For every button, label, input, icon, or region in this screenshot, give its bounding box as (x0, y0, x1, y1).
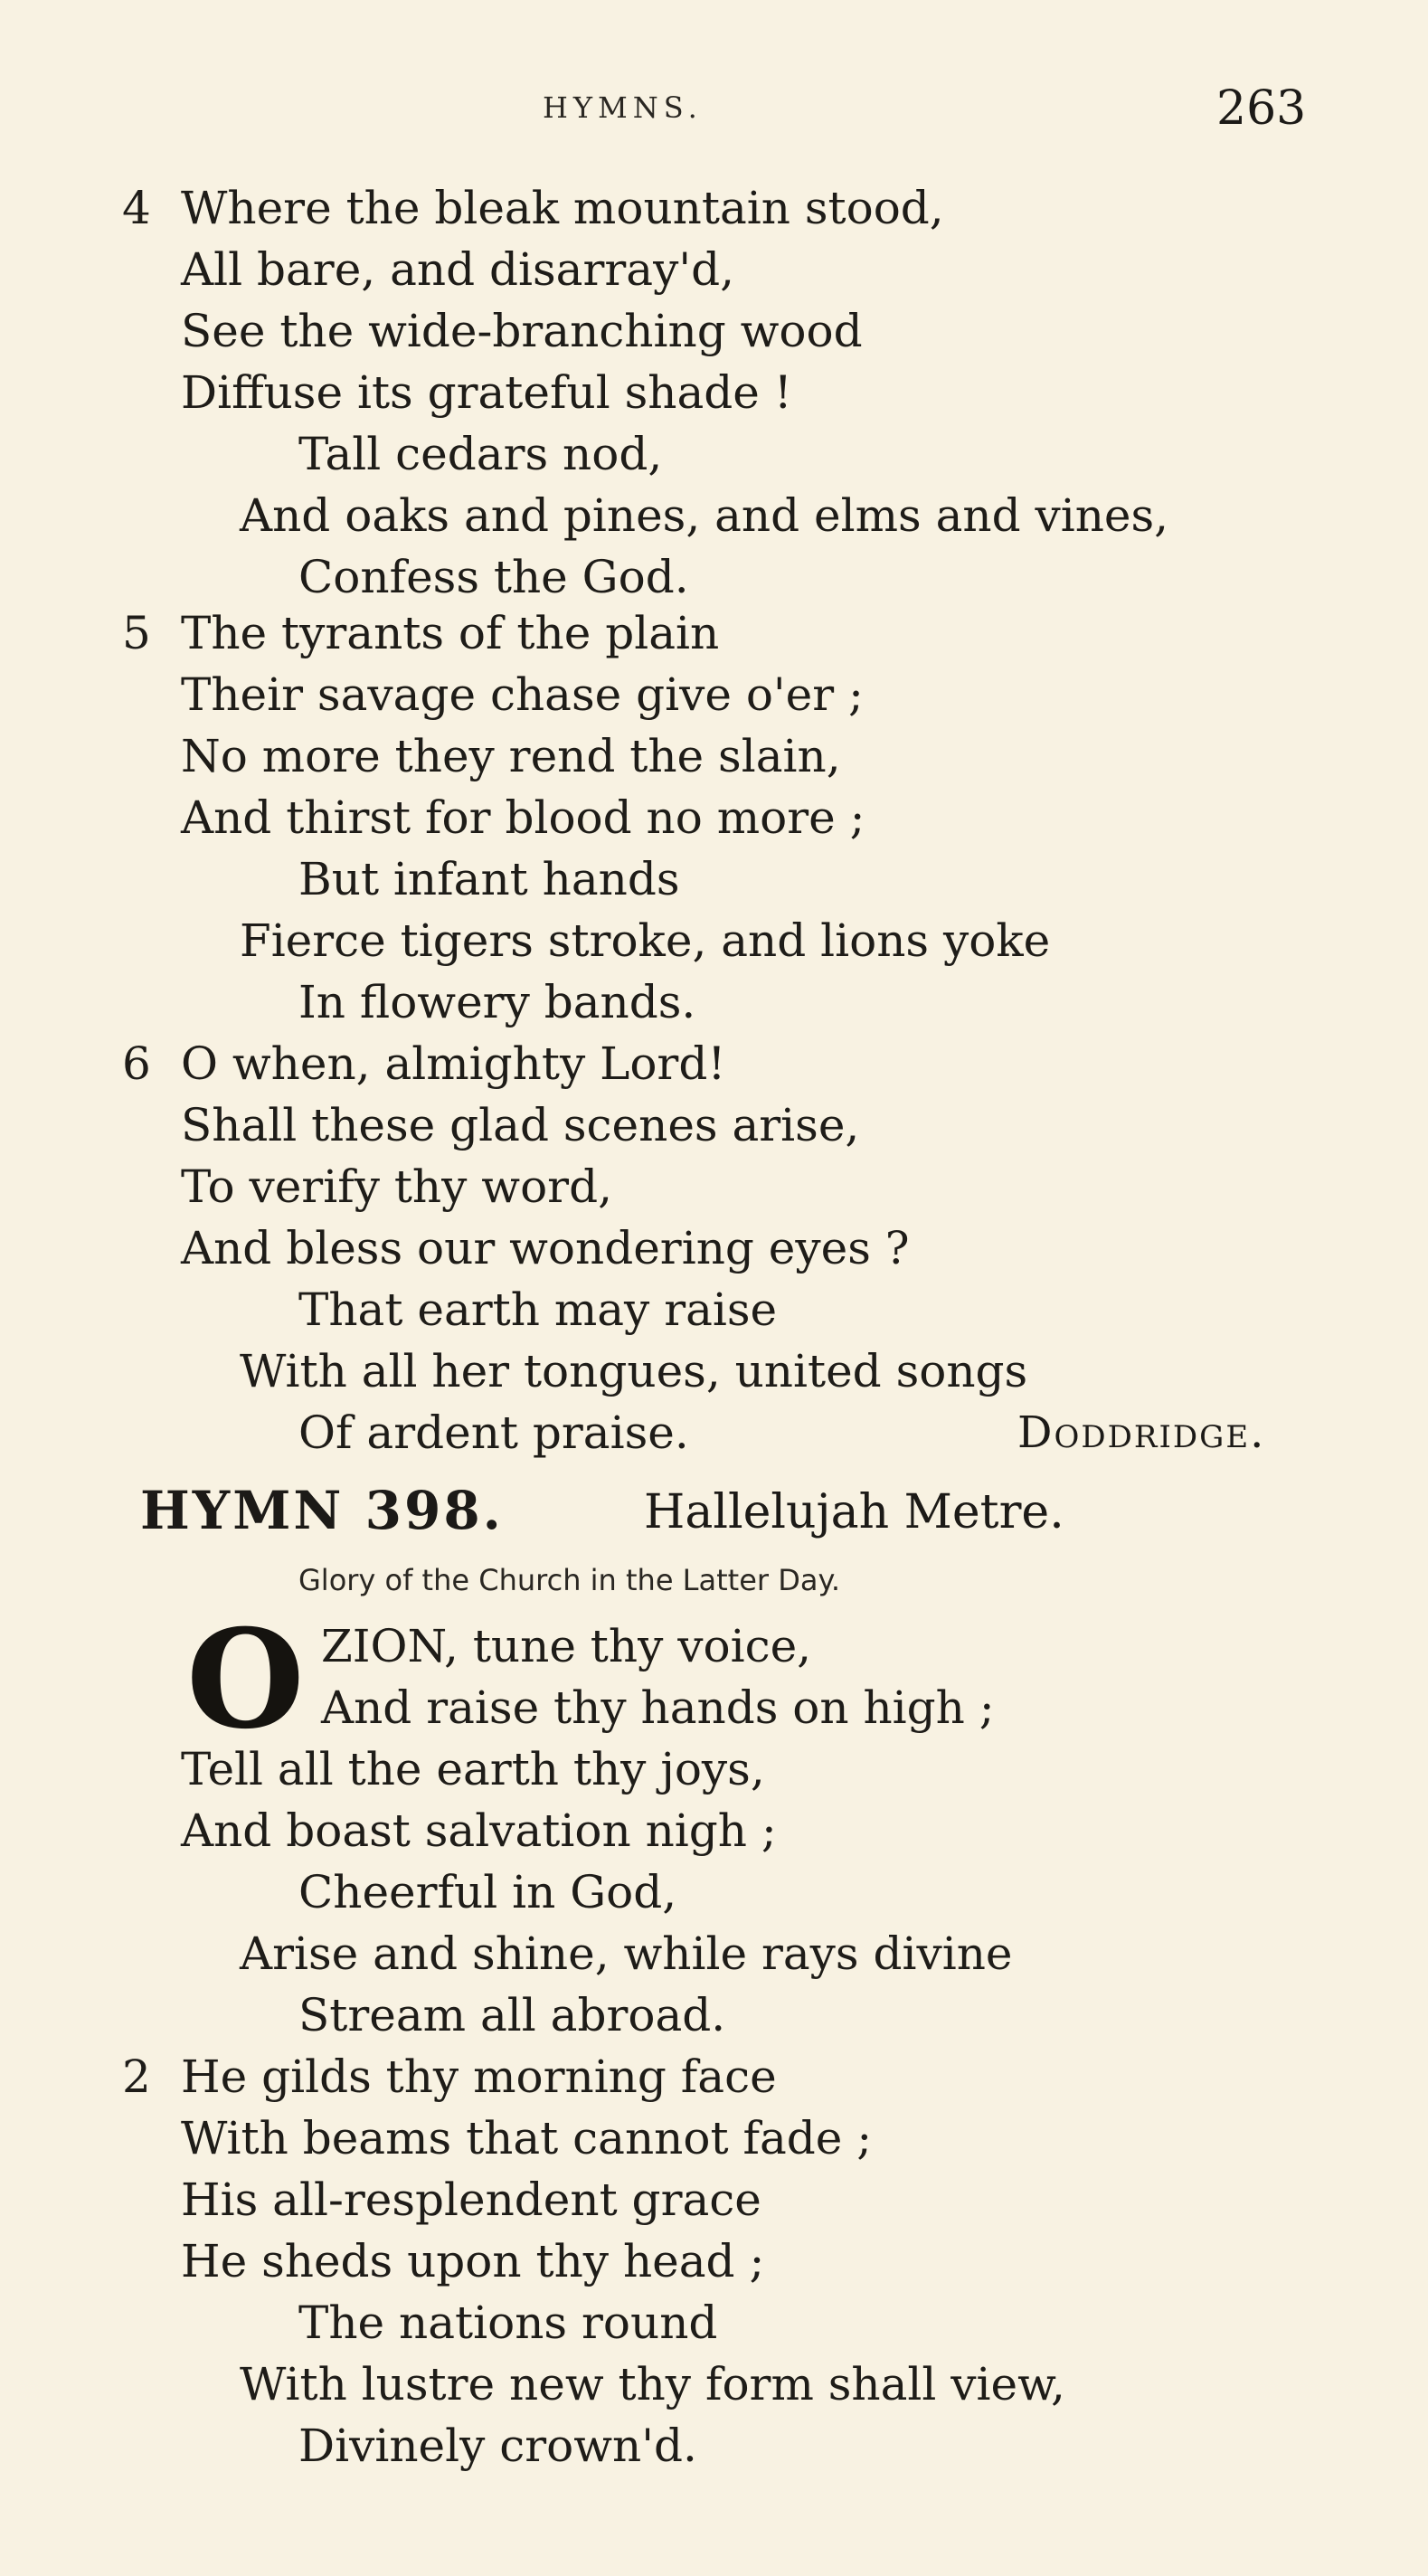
verse-line: Their savage chase give o'er ; (181, 668, 864, 721)
verse-line: The nations round (298, 2297, 718, 2349)
hymn-heading: HYMN 398. (140, 1480, 504, 1541)
verse-line: With all her tongues, united songs (240, 1345, 1028, 1397)
verse-line: In flowery bands. (298, 976, 696, 1028)
verse-line: Cheerful in God, (298, 1866, 677, 1918)
verse-line: But infant hands (298, 853, 680, 905)
verse-line: Divinely crown'd. (298, 2420, 697, 2472)
hymn-meter: Hallelujah Metre. (644, 1485, 1064, 1539)
verse-line: He sheds upon thy head ; (181, 2235, 765, 2287)
verse-line: See the wide-branching wood (181, 305, 863, 357)
verse-line: And bless our wondering eyes ? (181, 1222, 910, 1274)
verse-line: His all-resplendent grace (181, 2174, 761, 2226)
verse-line: O when, almighty Lord! (181, 1037, 726, 1090)
verse-line: And boast salvation nigh ; (181, 1804, 777, 1857)
verse-line: The tyrants of the plain (181, 607, 720, 659)
verse-line: All bare, and disarray'd, (181, 243, 734, 296)
verse-line: He gilds thy morning face (181, 2050, 777, 2103)
verse-line: Shall these glad scenes arise, (181, 1099, 860, 1151)
verse-line: To verify thy word, (181, 1160, 612, 1213)
verse-line: No more they rend the slain, (181, 730, 841, 782)
verse-line: Diffuse its grateful shade ! (181, 366, 792, 419)
verse-line: Tall cedars nod, (298, 428, 663, 480)
stanza-number: 4 (122, 182, 151, 234)
verse-line: And oaks and pines, and elms and vines, (240, 489, 1169, 542)
page-number: 263 (1216, 81, 1307, 136)
drop-cap: O (186, 1600, 305, 1759)
stanza-number: 6 (122, 1037, 151, 1090)
stanza-number: 5 (122, 607, 151, 659)
verse-line: Arise and shine, while rays divine (240, 1927, 1013, 1980)
verse-line: Tell all the earth thy joys, (181, 1743, 765, 1795)
verse-line: Fierce tigers stroke, and lions yoke (240, 914, 1051, 967)
verse-line: With beams that cannot fade ; (181, 2112, 873, 2164)
hymn-subtitle: Glory of the Church in the Latter Day. (298, 1563, 841, 1597)
running-head: HYMNS. (543, 90, 703, 125)
verse-line: ZION, tune thy voice, (321, 1620, 812, 1672)
verse-line: That earth may raise (298, 1283, 778, 1336)
verse-line: And thirst for blood no more ; (181, 791, 865, 844)
verse-line: Stream all abroad. (298, 1989, 726, 2041)
verse-line: Confess the God. (298, 551, 689, 603)
stanza-number: 2 (122, 2050, 151, 2103)
verse-line: With lustre new thy form shall view, (240, 2358, 1065, 2410)
verse-line: And raise thy hands on high ; (321, 1681, 995, 1734)
author-attribution: Doddridge. (1017, 1407, 1266, 1458)
verse-line: Of ardent praise. (298, 1406, 689, 1459)
verse-line: Where the bleak mountain stood, (181, 182, 944, 234)
